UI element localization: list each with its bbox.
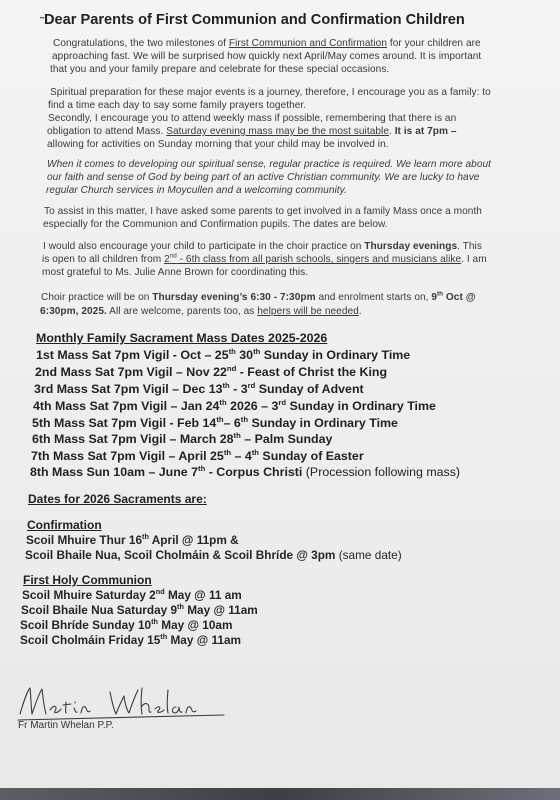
paragraph-2-line-4: obligation to attend Mass. Saturday evening mass may be the most suitable. It is at 7pm – (47, 126, 457, 137)
paragraph-2-line-2: find a time each day to say some family prayers together. (48, 100, 307, 111)
communion-row-1: Scoil Mhuire Saturday 2nd May @ 11 am (22, 587, 242, 602)
paragraph-3-line-2: our faith and sense of God by being part of an active Christian community. We are lucky to have (47, 172, 480, 183)
mass-row-8: 8th Mass Sun 10am – June 7th - Corpus Christi (Procession following mass) (30, 463, 461, 479)
paragraph-1-line-1: Congratulations, the two milestones of First Communion and Confirmation for your children are (53, 38, 481, 49)
paragraph-6-line-1: Choir practice will be on Thursday evening’s 6:30 - 7:30pm and enrolment starts on, 9th Oct @ (41, 290, 476, 303)
letter-title: Dear Parents of First Communion and Confirmation Children (44, 12, 465, 28)
paragraph-4-line-2: especially for the Communion and Confirmation pupils. The dates are below. (43, 219, 388, 230)
communion-heading: First Holy Communion (23, 573, 152, 587)
mass-row-2: 2nd Mass Sat 7pm Vigil – Nov 22nd - Feast of Christ the King (35, 363, 388, 379)
mass-row-4: 4th Mass Sat 7pm Vigil – Jan 24th 2026 – 3rd Sunday in Ordinary Time (33, 397, 436, 413)
mass-row-7: 7th Mass Sat 7pm Vigil – April 25th – 4th Sunday of Easter (31, 447, 364, 463)
paragraph-2-line-3: Secondly, I encourage you to attend weekly mass if possible, remembering that there is an (48, 113, 457, 124)
paragraph-5-line-2: is open to all children from 2nd - 6th class from all parish schools, singers and musicians alike. I am (42, 252, 487, 265)
paragraph-4-line-1: To assist in this matter, I have asked some parents to get involved in a family Mass once a month (44, 206, 482, 217)
communion-row-2: Scoil Bhaile Nua Saturday 9th May @ 11am (21, 602, 258, 617)
paragraph-6-line-2: 6:30pm, 2025. All are welcome, parents too, as helpers will be needed. (40, 306, 362, 317)
paragraph-1-line-3: that you and your family prepare and celebrate for these special occasions. (50, 64, 390, 75)
paragraph-5-line-3: most grateful to Ms. Julie Anne Brown for coordinating this. (42, 267, 309, 278)
confirmation-row-1: Scoil Mhuire Thur 16th April @ 11pm & (26, 532, 239, 547)
paragraph-5-line-1: I would also encourage your child to participate in the choir practice on Thursday evenings. This (43, 241, 482, 252)
communion-row-4: Scoil Cholmáin Friday 15th May @ 11am (20, 632, 241, 647)
mass-row-6: 6th Mass Sat 7pm Vigil – March 28th – Palm Sunday (32, 430, 333, 446)
paragraph-3-line-1: When it comes to developing our spiritual sense, regular practice is required. We learn more about (47, 159, 492, 170)
paragraph-3-line-3: regular Church services in Moycullen and a welcoming community. (46, 185, 347, 196)
signer-name: Fr Martin Whelan P.P. (18, 720, 114, 731)
mass-row-5: 5th Mass Sat 7pm Vigil - Feb 14th– 6th Sunday in Ordinary Time (32, 414, 398, 430)
confirmation-row-2: Scoil Bhaile Nua, Scoil Cholmáin & Scoil Bhríde @ 3pm (same date) (25, 548, 402, 562)
mass-row-1: 1st Mass Sat 7pm Vigil - Oct – 25th 30th Sunday in Ordinary Time (36, 346, 411, 362)
paragraph-2-line-1: Spiritual preparation for these major events is a journey, therefore, I encourage you as a family: to (50, 87, 491, 98)
confirmation-heading: Confirmation (27, 518, 102, 532)
mass-row-3: 3rd Mass Sat 7pm Vigil – Dec 13th - 3rd Sunday of Advent (34, 380, 364, 396)
communion-row-3: Scoil Bhríde Sunday 10th May @ 10am (20, 617, 233, 632)
paragraph-2-line-5: allowing for activities on Sunday morning that your child may be involved in. (47, 139, 389, 150)
mass-dates-heading: Monthly Family Sacrament Mass Dates 2025-2026 (36, 331, 328, 345)
paragraph-1-line-2: approaching fast. We will be surprised how quickly next April/May comes around. It is important (52, 51, 482, 62)
background-surface (0, 788, 560, 800)
sacraments-heading: Dates for 2026 Sacraments are: (28, 492, 207, 506)
pen-tick-mark: ˜ (40, 14, 45, 29)
